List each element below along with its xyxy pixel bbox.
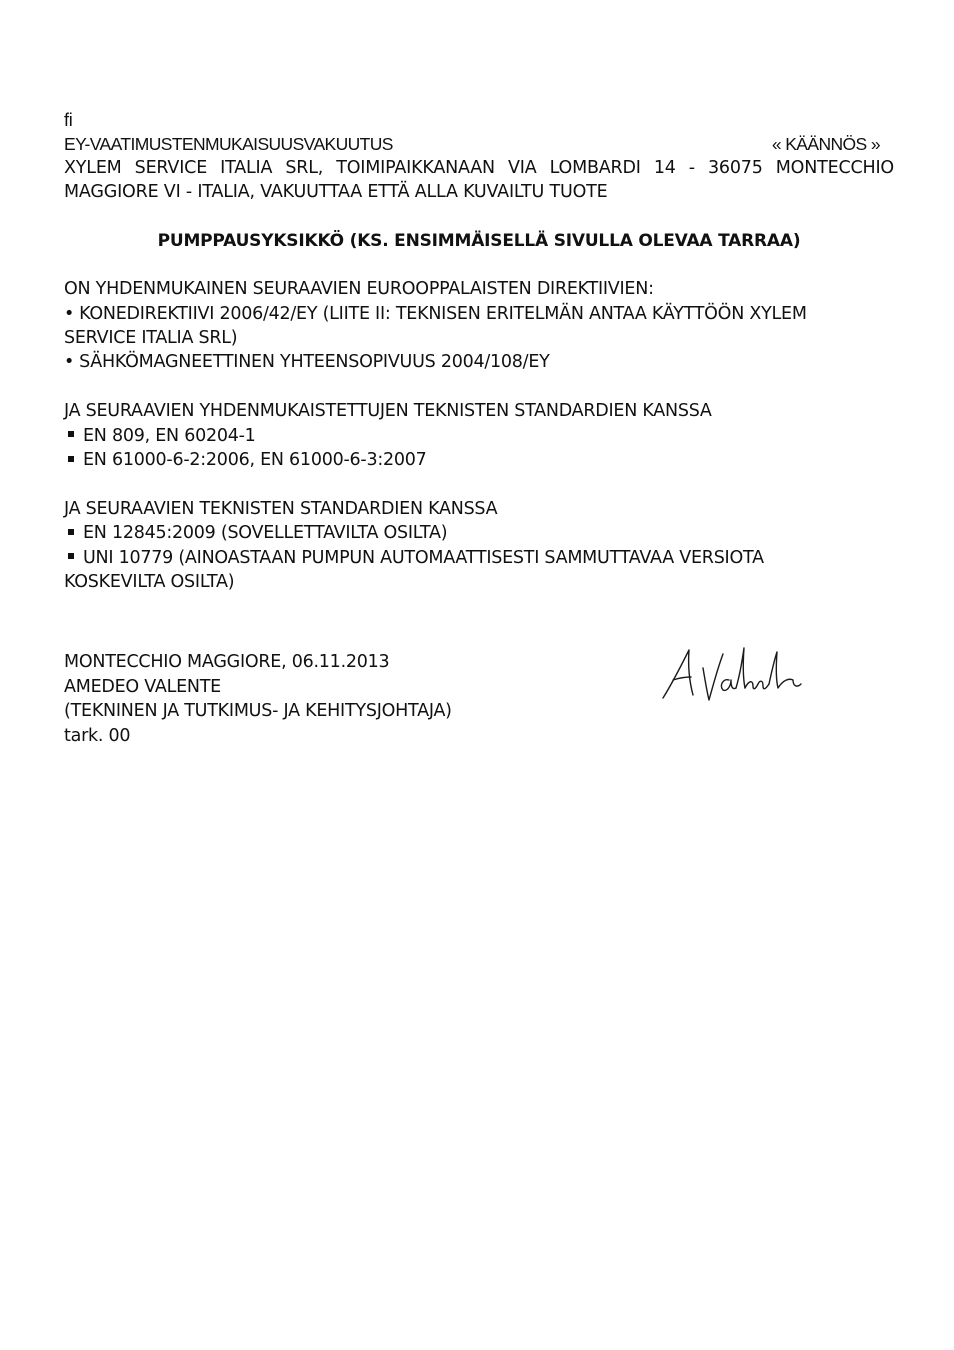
product-name: PUMPPAUSYKSIKKÖ (KS. ENSIMMÄISELLÄ SIVULLA OLEVAA TARRAA): [157, 230, 801, 251]
technical-heading: JA SEURAAVIEN TEKNISTEN STANDARDIEN KANSSA: [64, 498, 498, 519]
place-date: MONTECCHIO MAGGIORE, 06.11.2013: [64, 652, 390, 673]
list-item: [64, 546, 894, 570]
bullet-icon: •: [64, 303, 75, 324]
document-title: EY-VAATIMUSTENMUKAISUUSVAKUUTUS: [64, 134, 393, 154]
intro-paragraph: XYLEM SERVICE ITALIA SRL, TOIMIPAIKKANAAN VIA LOMBARDI 14 - 36075 MONTECCHIO MAGGIORE VI - ITALIA, VAKUUTTAA ETTÄ ALLA KUVAILTU TUOTE: [64, 158, 894, 203]
directive-text: SÄHKÖMAGNEETTINEN YHTEENSOPIVUUS 2004/108/EY: [79, 352, 550, 373]
standard-text: UNI 10779 (AINOASTAAN PUMPUN AUTOMAATTISESTI SAMMUTTAVAA VERSIOTA: [83, 547, 764, 568]
handwritten-signature: [659, 640, 809, 716]
harmonised-heading: JA SEURAAVIEN YHDENMUKAISTETTUJEN TEKNISTEN STANDARDIEN KANSSA: [64, 401, 712, 422]
title-row: [64, 132, 894, 156]
standard-text: EN 12845:2009 (SOVELLETTAVILTA OSILTA): [83, 523, 448, 544]
technical-standards-section: [64, 497, 894, 595]
signatory-role: (TEKNINEN JA TUTKIMUS- JA KEHITYSJOHTAJA): [64, 701, 452, 722]
bullet-icon: •: [64, 352, 75, 373]
square-bullet-icon: [68, 456, 74, 462]
revision-label: tark. 00: [64, 725, 131, 746]
signing-block: [64, 650, 894, 748]
directive-text: KONEDIREKTIIVI 2006/42/EY (LIITE II: TEKNISEN ERITELMÄN ANTAA KÄYTTÖÖN XYLEM: [79, 303, 807, 324]
list-item-continuation: SERVICE ITALIA SRL): [64, 328, 238, 349]
language-code: fi: [64, 110, 73, 130]
signatory-name: AMEDEO VALENTE: [64, 676, 221, 697]
directives-section: [64, 277, 894, 375]
list-item: [64, 424, 894, 448]
list-item: [64, 448, 894, 472]
list-item: [64, 521, 894, 545]
declaration-document: [64, 108, 894, 748]
directives-heading: ON YHDENMUKAINEN SEURAAVIEN EUROOPPALAISTEN DIREKTIIVIEN:: [64, 279, 654, 300]
list-item-continuation: KOSKEVILTA OSILTA): [64, 572, 235, 593]
square-bullet-icon: [68, 431, 74, 437]
translation-label: « KÄÄNNÖS »: [771, 134, 880, 154]
standard-text: EN 809, EN 60204-1: [83, 425, 256, 446]
list-item: [64, 302, 894, 326]
square-bullet-icon: [68, 529, 74, 535]
standard-text: EN 61000-6-2:2006, EN 61000-6-3:2007: [83, 450, 427, 471]
square-bullet-icon: [68, 553, 74, 559]
list-item: [64, 350, 894, 374]
harmonised-standards-section: [64, 399, 894, 472]
